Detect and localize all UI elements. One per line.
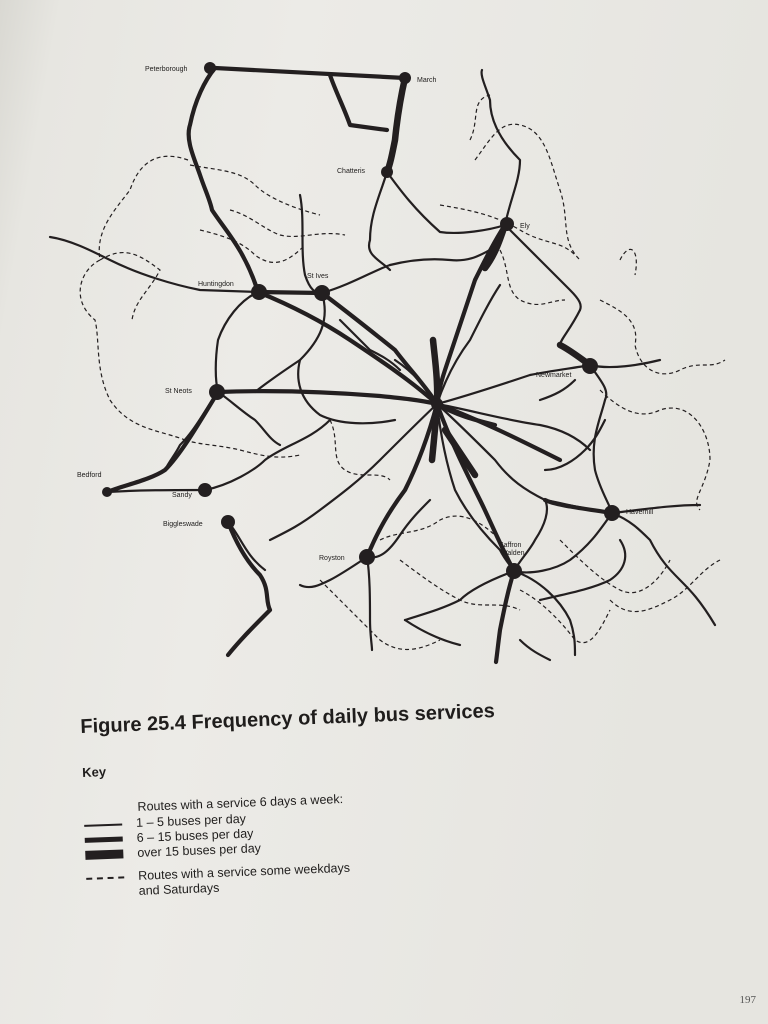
medium-routes [107, 68, 612, 662]
dashed-key-text [138, 861, 351, 899]
town-dot-st-ives [314, 285, 330, 301]
page-number: 197 [739, 994, 756, 1006]
key-list [84, 799, 587, 901]
label-royston: Royston [319, 555, 345, 562]
town-dot-ely [500, 217, 514, 231]
thin-line-swatch [84, 823, 122, 826]
label-biggleswade: Biggleswade [163, 521, 203, 528]
key-item-label: over 15 buses per day [137, 841, 262, 860]
label-saffron: Saffron [499, 542, 522, 549]
label-peterborough: Peterborough [145, 66, 188, 73]
label-st-neots: St Neots [165, 388, 192, 395]
label-haverhill: Haverhill [626, 509, 654, 516]
thick-line-swatch [85, 849, 123, 859]
town-dot-bedford [102, 487, 112, 497]
medium-line-swatch [85, 836, 123, 842]
town-dot-sandy [198, 483, 212, 497]
label-sandy: Sandy [172, 492, 192, 499]
town-dot-chatteris [381, 166, 393, 178]
town-dot-haverhill [604, 505, 620, 521]
label-walden: Walden [501, 550, 525, 557]
label-st-ives: St Ives [307, 273, 329, 280]
label-chatteris: Chatteris [337, 168, 366, 175]
town-dot-biggleswade [221, 515, 235, 529]
town-dot-newmarket [582, 358, 598, 374]
figure-title: Figure 25.4 Frequency of daily bus services [80, 700, 496, 738]
key-item-label: 6 – 15 buses per day [136, 826, 254, 845]
town-dot-saffron-walden [506, 563, 522, 579]
town-labels [77, 66, 654, 562]
dashed-key-line1: Routes with a service some weekdays [137, 860, 351, 883]
key-item-label: 1 – 5 buses per day [135, 811, 247, 830]
thin-routes [50, 70, 715, 660]
key-heading: Key [81, 764, 107, 780]
figure-caption [80, 697, 587, 901]
town-dot-st-neots [209, 384, 225, 400]
key-intro: Routes with a service 6 days a week: [137, 791, 344, 814]
town-dot-huntingdon [251, 284, 267, 300]
town-dot-royston [359, 549, 375, 565]
dashed-routes [80, 95, 725, 649]
label-march: March [417, 77, 437, 84]
label-bedford: Bedford [77, 472, 102, 479]
dashed-line-swatch [86, 876, 124, 879]
town-dot-cambridge [431, 398, 443, 410]
town-dot-peterborough [204, 62, 216, 74]
label-huntingdon: Huntingdon [198, 281, 234, 288]
label-newmarket: Newmarket [536, 372, 572, 379]
town-dot-march [399, 72, 411, 84]
label-ely: Ely [520, 223, 530, 230]
dashed-key-line2: and Saturdays [138, 880, 220, 898]
